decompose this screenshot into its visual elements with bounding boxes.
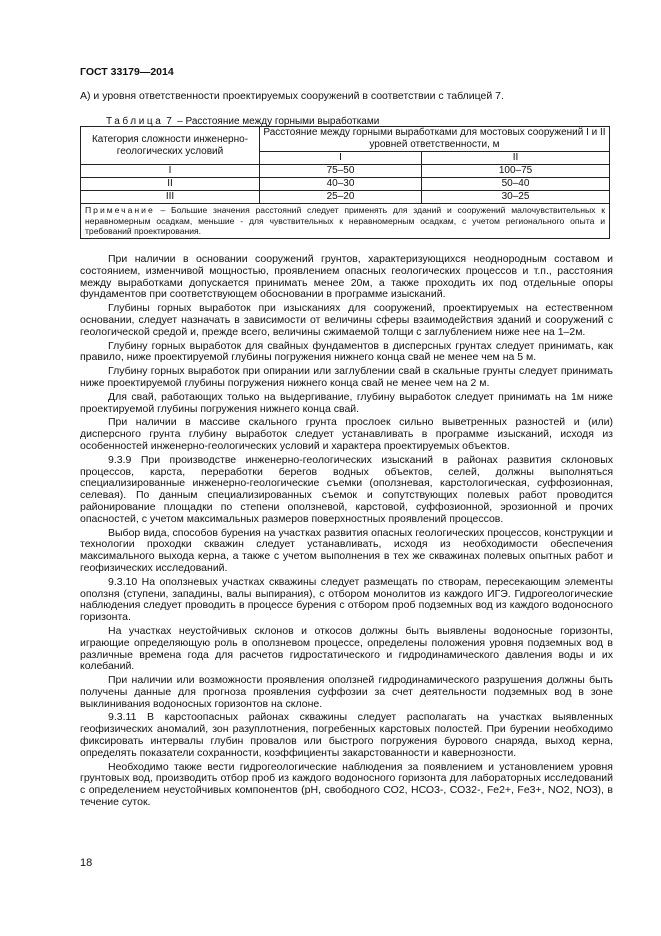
paragraph: При наличии в основании сооружений грунтов, характеризующихся неоднородным составом и состоянием, изменчивой мощностью, проявлением опасных геологических процессов и т.п., расстояния между выработками допускается принимать менее 20м, а также проходить их под отдельные опоры фундаментов при соответствующем обосновании в программе изысканий. [80, 253, 613, 301]
subheader-level-i: I [260, 152, 422, 165]
row-category: I [81, 165, 260, 178]
row-value-ii: 100–75 [422, 165, 610, 178]
paragraph: 9.3.10 На оползневых участках скважины следует размещать по створам, пересекающим элементы оползня (ступени, западины, валы выпирания), с отбором монолитов из каждого ИГЭ. Гидрогеологические наблюдения следует проводить в процессе бурения с отбором проб подземных вод из каждого водоносного горизонта. [80, 575, 613, 624]
paragraph: 9.3.11 В карстоопасных районах скважины следует располагать на участках выявленных геофизических аномалий, зон разуплотнения, погребенных карстовых полостей. При бурении необходимо фиксировать интервалы глубин провалов или быстрого погружения бурового снаряда, выход керна, определять показатели сохранности, коэффициенты закарстованности и кавернозности. [80, 711, 613, 759]
paragraph: Глубину горных выработок при опирании или заглублении свай в скальные грунты следует принимать ниже проектируемой глубины погружения нижнего конца свай не менее чем на 2 м. [80, 365, 613, 389]
paragraph: При наличии в массиве скального грунта прослоек сильно выветренных разностей и (или) дисперсного грунта глубину выработок следует устанавливать в программе изысканий, исходя из особенностей инженерно-геологических условий и характера проектируемых объектов. [80, 416, 613, 452]
row-value-i: 75–50 [260, 165, 422, 178]
table-caption-number: 7 [166, 116, 175, 127]
paragraph: Необходимо также вести гидрогеологические наблюдения за появлением и установлением уровня грунтовых вод, производить отбор проб из каждого водоносного горизонта для лабораторных исследований с определением неустойчивых компонентов (рН, свободного СО2, НСО3-, СО32-, Fe2+, Fe3+, NO2, NO3), в течение суток. [80, 760, 613, 809]
paragraph: При наличии или возможности проявления оползней гидродинамического разрушения должны быть получены данные для прогноза проявления суффозии за счет деятельности подземных вод в зоне выклинивания водоносных горизонтов на склоне. [80, 674, 613, 710]
page-number: 18 [80, 857, 93, 869]
table-row [81, 165, 610, 178]
subheader-level-ii: II [422, 152, 610, 165]
table-note [81, 204, 610, 239]
table-note-label: Примечание [85, 205, 155, 215]
row-category: II [81, 178, 260, 191]
col-header-category: Категория сложности инженерно-геологических условий [81, 127, 260, 165]
table-row [81, 178, 610, 191]
table-caption-label: Таблица [106, 116, 164, 127]
paragraph: Глубину горных выработок для свайных фундаментов в дисперсных грунтах следует принимать, как правило, ниже проектируемой глубины погружения нижнего конца свай не менее чем на 5 м. [80, 339, 613, 364]
col-header-distance: Расстояние между горными выработками для мостовых сооружений I и II уровней ответственности, м [260, 127, 610, 152]
distance-table [80, 126, 610, 239]
table-caption-title: – Расстояние между горными выработками [177, 116, 380, 127]
table-note-text: – Большие значения расстояний следует применять для зданий и сооружений малочувствительных к неравномерным осадкам, меньшие - для чувствительных к неравномерным осадкам, с учетом регионального опыта и требований проектирования. [85, 205, 605, 236]
paragraph: Для свай, работающих только на выдергивание, глубину выработок следует принимать на 1м ниже проектируемой глубины погружения нижнего конца свай. [80, 390, 613, 415]
paragraph: Выбор вида, способов бурения на участках развития опасных геологических процессов, конструкции и технологии проходки скважин следует устанавливать, исходя из необходимости обеспечения максимального выхода керна, а также с учетом выполнения в тех же скважинах полевых опытных работ и геофизических исследований. [80, 526, 613, 574]
standard-header: ГОСТ 33179—2014 [80, 66, 174, 78]
row-category: III [81, 191, 260, 204]
paragraph: Глубины горных выработок при изысканиях для сооружений, проектируемых на естественном основании, следует назначать в зависимости от величины сферы взаимодействия зданий и сооружений с геологической средой и, прежде всего, величины сжимаемой толщи с заглублением ниже нее на 1–2м. [80, 302, 613, 338]
paragraph: 9.3.9 При производстве инженерно-геологических изысканий в районах развития склоновых процессов, карста, переработки берегов водных объектов, селей, должны выполняться специализированные инженерно-геологические съемки (оползневая, карстологическая, суффозионная, селевая). По данным специализированных съемок и сопутствующих полевых работ проводится районирование площадки по степени оползневой, карстовой, суффозионной, эрозионной и прочих опасностей, с учетом максимальных размеров поверхностных проявлений процессов. [80, 453, 613, 525]
row-value-ii: 30–25 [422, 191, 610, 204]
row-value-i: 40–30 [260, 178, 422, 191]
paragraph: На участках неустойчивых склонов и откосов должны быть выявлены водоносные горизонты, играющие определяющую роль в оползневом процессе, определены положения уровня подземных вод в различные времена года для расчетов гидростатического и гидродинамического давления воды и их колебаний. [80, 624, 613, 673]
intro-line: А) и уровня ответственности проектируемых сооружений в соответствии с таблицей 7. [80, 90, 504, 102]
row-value-i: 25–20 [260, 191, 422, 204]
row-value-ii: 50–40 [422, 178, 610, 191]
table-row [81, 191, 610, 204]
body-text [80, 254, 613, 811]
